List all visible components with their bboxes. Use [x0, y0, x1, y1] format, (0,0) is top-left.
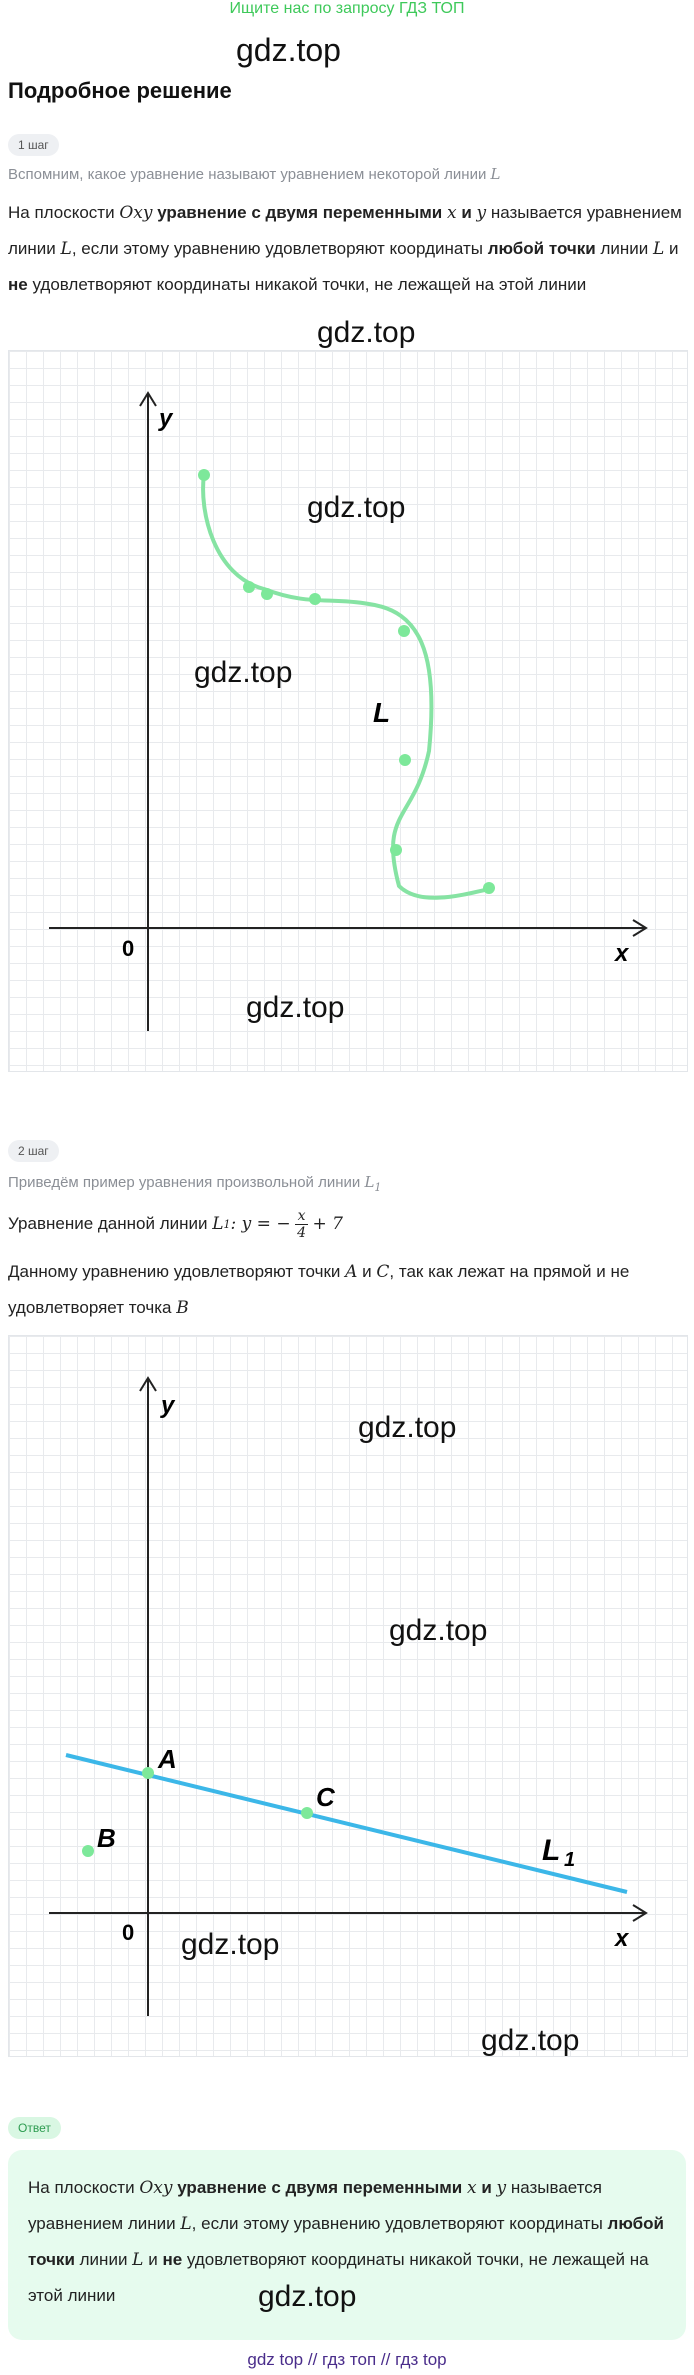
curve-point [399, 754, 411, 766]
label-B: B [97, 1823, 116, 1853]
math-L: L [180, 2214, 192, 2234]
step2-subtitle-math: L [364, 1173, 375, 1191]
eq-numerator: x [295, 1208, 309, 1225]
point-C [301, 1807, 313, 1819]
watermark: gdz.top [389, 1614, 488, 1647]
eq-fraction [295, 1208, 309, 1241]
watermark: gdz.top [181, 1928, 280, 1961]
line-label-sub: 1 [564, 1849, 576, 1871]
label-A: A [158, 1744, 177, 1774]
x-label: x [615, 1925, 629, 1952]
top-search-link[interactable]: Ищите нас по запросу ГДЗ ТОП [229, 0, 465, 17]
math-oxy: Oxy [119, 203, 153, 223]
graph-1-svg [9, 351, 687, 1071]
text: Данному уравнению удовлетворяют точки [8, 1262, 341, 1281]
bold-text: любой точки [28, 2214, 664, 2269]
step1-subtitle-math: L [490, 165, 501, 183]
watermark: gdz.top [236, 32, 341, 68]
line-label: L [542, 1834, 561, 1867]
bold-text: и [461, 203, 472, 222]
math-B: B [176, 1298, 189, 1318]
bold-text: уравнение с двумя переменными [157, 203, 443, 222]
text: , если этому уравнению удовлетворяют координаты [71, 239, 483, 258]
watermark: gdz.top [358, 1411, 457, 1444]
point-B [82, 1845, 94, 1857]
eq-text: Уравнение данной линии [8, 1214, 208, 1233]
curve-point [390, 844, 402, 856]
step-badge-1: 1 шаг [8, 134, 59, 156]
watermark: gdz.top [481, 2024, 580, 2057]
watermark: gdz.top [307, 491, 406, 524]
bold-text: и [481, 2178, 492, 2197]
math-L: L [60, 239, 72, 259]
step2-paragraph [8, 1254, 688, 1326]
step2-subtitle-text: Приведём пример уравнения произвольной линии [8, 1174, 361, 1191]
curve-point [261, 588, 273, 600]
eq-sub: 1 [223, 1217, 231, 1231]
eq-rest: : y = − [230, 1214, 291, 1234]
text: На плоскости [8, 203, 115, 222]
text: и [362, 1262, 372, 1281]
curve-point [483, 882, 495, 894]
y-label: y [161, 1392, 175, 1419]
math-C: C [376, 1262, 390, 1282]
x-label: x [615, 940, 629, 967]
text: На плоскости [28, 2178, 135, 2197]
text: называется уравнением линии [28, 2178, 602, 2233]
math-y: y [476, 203, 487, 223]
curve-point [398, 625, 410, 637]
footer-link-gdz-top-ru[interactable]: гдз топ [322, 2350, 377, 2369]
text: , если этому уравнению удовлетворяют координаты [191, 2214, 603, 2233]
step2-subtitle [8, 1173, 381, 1194]
math-x: x [466, 2178, 477, 2198]
answer-box [8, 2150, 686, 2340]
answer-badge: Ответ [8, 2117, 61, 2139]
math-L: L [132, 2250, 144, 2270]
text: , так как лежат на прямой и не удовлетворяет точка [8, 1262, 630, 1317]
graph-2-svg [9, 1336, 687, 2056]
eq-denominator: 4 [297, 1224, 306, 1241]
watermark: gdz.top [246, 991, 345, 1024]
graph-1 [8, 350, 688, 1072]
curve-label: L [373, 697, 391, 728]
graph-2 [8, 1335, 688, 2057]
watermark: gdz.top [194, 656, 293, 689]
page-title: Подробное решение [8, 78, 232, 103]
y-label: y [159, 405, 173, 432]
origin-label: 0 [122, 1920, 135, 1945]
eq-L: L [212, 1214, 224, 1234]
watermark: gdz.top [258, 2280, 357, 2313]
math-A: A [345, 1262, 358, 1282]
curve-point [243, 581, 255, 593]
step-badge-2: 2 шаг [8, 1140, 59, 1162]
step2-subtitle-sub: 1 [374, 1181, 382, 1194]
point-A [142, 1767, 154, 1779]
bold-text: любой точки [487, 239, 596, 258]
text: и [669, 239, 679, 258]
bold-text: уравнение с двумя переменными [177, 2178, 463, 2197]
footer-link-gdz-top-mixed[interactable]: гдз top [395, 2350, 447, 2369]
math-y: y [496, 2178, 507, 2198]
footer-links [0, 2350, 694, 2370]
math-x: x [446, 203, 457, 223]
text: называется уравнением линии [8, 203, 682, 258]
label-C: C [316, 1782, 335, 1812]
step1-subtitle-text: Вспомним, какое уравнение называют уравнением некоторой линии [8, 166, 487, 183]
watermark: gdz.top [317, 316, 416, 349]
step1-subtitle [8, 165, 500, 183]
footer-link-gdz-top[interactable]: gdz top [247, 2350, 304, 2369]
step2-equation [8, 1202, 343, 1246]
text: линии [79, 2250, 128, 2269]
text: удовлетворяют координаты никакой точки, не лежащей на этой линии [32, 275, 587, 294]
text: линии [600, 239, 649, 258]
eq-tail: + 7 [312, 1214, 343, 1234]
curve-point [309, 593, 321, 605]
footer-separator: // [380, 2350, 391, 2369]
math-oxy: Oxy [139, 2178, 173, 2198]
text: и [148, 2250, 158, 2269]
origin-label: 0 [122, 936, 135, 961]
text: удовлетворяют координаты никакой точки, не лежащей на этой линии [28, 2250, 649, 2305]
footer-separator: // [307, 2350, 318, 2369]
math-L: L [653, 239, 665, 259]
curve-point [198, 469, 210, 481]
bold-text: не [162, 2250, 183, 2269]
step1-paragraph [8, 195, 688, 302]
bold-text: не [8, 275, 28, 294]
